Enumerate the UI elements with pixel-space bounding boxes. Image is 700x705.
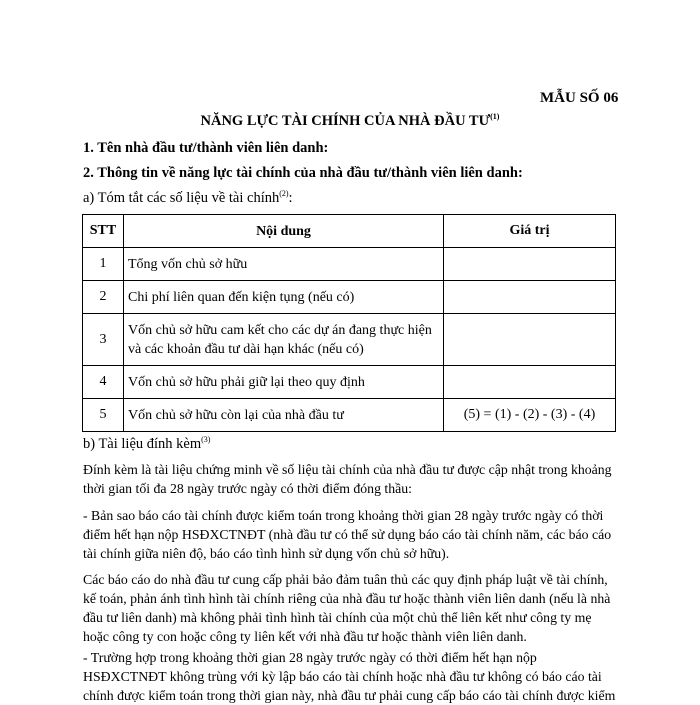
row-content: Vốn chủ sở hữu cam kết cho các dự án đang thực hiện và các khoản đầu tư dài hạn khác (nếu có) bbox=[124, 314, 444, 366]
financial-summary-table bbox=[82, 214, 616, 432]
header-content: Nội dung bbox=[124, 215, 444, 248]
page-title bbox=[0, 113, 700, 130]
section-a-suffix: : bbox=[288, 190, 293, 206]
row-stt: 3 bbox=[83, 314, 124, 366]
header-value: Giá trị bbox=[444, 215, 616, 248]
section-a-footnote: (2) bbox=[279, 189, 289, 199]
row-value: (5) = (1) - (2) - (3) - (4) bbox=[444, 399, 616, 432]
table-header-row bbox=[83, 215, 616, 248]
paragraph-audited-report: - Bản sao báo cáo tài chính được kiểm toán trong khoảng thời gian 28 ngày trước ngày có thời điểm hết hạn nộp HSĐXCTNĐT (nhà đầu tư có thể sử dụng báo cáo tài chính năm, các báo cáo tài chính giữa niên độ, báo cáo tình hình sử dụng vốn chủ sở hữu). bbox=[83, 508, 612, 561]
title-text: NĂNG LỰC TÀI CHÍNH CỦA NHÀ ĐẦU TƯ bbox=[200, 113, 491, 129]
form-code: MẪU SỐ 06 bbox=[540, 90, 619, 106]
section-a-label bbox=[83, 190, 293, 207]
table-row bbox=[83, 281, 616, 314]
row-value bbox=[444, 366, 616, 399]
row-stt: 2 bbox=[83, 281, 124, 314]
row-content: Tổng vốn chủ sở hữu bbox=[124, 248, 444, 281]
row-value bbox=[444, 314, 616, 366]
row-content: Chi phí liên quan đến kiện tụng (nếu có) bbox=[124, 281, 444, 314]
title-footnote: (1) bbox=[490, 112, 500, 122]
row-value bbox=[444, 248, 616, 281]
table-row bbox=[83, 248, 616, 281]
row-content: Vốn chủ sở hữu phải giữ lại theo quy định bbox=[124, 366, 444, 399]
row-stt: 1 bbox=[83, 248, 124, 281]
row-value bbox=[444, 281, 616, 314]
row-stt: 5 bbox=[83, 399, 124, 432]
paragraph-period-exception: - Trường hợp trong khoảng thời gian 28 ngày trước ngày có thời điểm hết hạn nộp HSĐXCTNĐT không trùng với kỳ lập báo cáo tài chính hoặc nhà đầu tư không có báo cáo tài chính được kiểm toán trong thời gian này, nhà đầu tư phải cung cấp báo cáo tài chính được kiểm bbox=[83, 650, 616, 703]
heading-investor-name: 1. Tên nhà đầu tư/thành viên liên danh: bbox=[83, 140, 329, 156]
table-row bbox=[83, 399, 616, 432]
heading-financial-info: 2. Thông tin về năng lực tài chính của nhà đầu tư/thành viên liên danh: bbox=[83, 165, 523, 181]
section-a-text: a) Tóm tắt các số liệu về tài chính bbox=[83, 190, 280, 206]
table-row bbox=[83, 314, 616, 366]
section-b-footnote: (3) bbox=[201, 435, 211, 445]
paragraph-attachment-intro: Đính kèm là tài liệu chứng minh về số liệu tài chính của nhà đầu tư được cập nhật trong khoảng thời gian tối đa 28 ngày trước ngày có thời điểm đóng thầu: bbox=[83, 462, 612, 496]
row-content: Vốn chủ sở hữu còn lại của nhà đầu tư bbox=[124, 399, 444, 432]
paragraph-report-requirements: Các báo cáo do nhà đầu tư cung cấp phải bảo đảm tuân thủ các quy định pháp luật về tài chính, kế toán, phản ánh tình hình tài chính riêng của nhà đầu tư hoặc thành viên liên danh (nếu là nhà đầu tư liên danh) mà không phải tình hình tài chính của một chủ thể liên kết như công ty mẹ hoặc công ty con hoặc công ty liên kết với nhà đầu tư hoặc thành viên liên danh. bbox=[83, 572, 611, 644]
row-stt: 4 bbox=[83, 366, 124, 399]
header-stt: STT bbox=[83, 215, 124, 248]
table-row bbox=[83, 366, 616, 399]
section-b-label bbox=[83, 436, 210, 453]
section-b-text: b) Tài liệu đính kèm bbox=[83, 436, 202, 452]
